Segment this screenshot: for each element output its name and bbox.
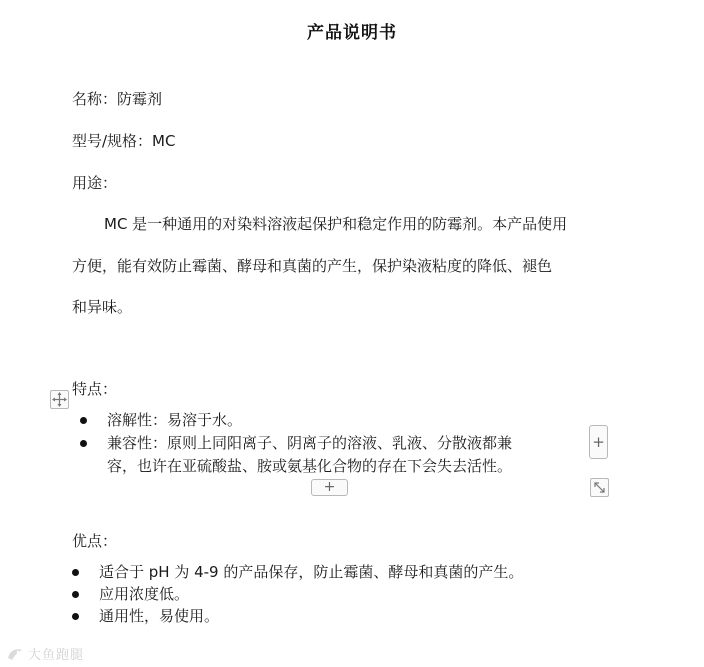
list-item bbox=[72, 561, 632, 583]
list-item bbox=[80, 409, 590, 432]
usage-paragraph-line-1: MC 是一种通用的对染料溶液起保护和稳定作用的防霉剂。本产品使用 bbox=[104, 215, 568, 233]
feature-text-continued: 容，也许在亚硫酸盐、胺或氨基化合物的存在下会失去活性。 bbox=[107, 457, 513, 475]
watermark-text: 大鱼跑腿 bbox=[28, 648, 85, 663]
feature-text: 溶解性：易溶于水。 bbox=[107, 411, 243, 429]
watermark-logo-icon bbox=[6, 646, 24, 662]
features-label: 特点： bbox=[72, 380, 118, 398]
bullet-icon bbox=[72, 569, 79, 576]
advantage-text: 适合于 pH 为 4-9 的产品保存，防止霉菌、酵母和真菌的产生。 bbox=[99, 563, 524, 581]
table-move-handle[interactable] bbox=[50, 390, 69, 409]
document-title: 产品说明书 bbox=[307, 23, 397, 43]
usage-label: 用途： bbox=[72, 174, 118, 192]
list-item bbox=[72, 583, 632, 605]
name-line: 名称：防霉剂 bbox=[72, 90, 163, 108]
resize-icon bbox=[591, 479, 608, 496]
advantage-text: 通用性，易使用。 bbox=[99, 607, 220, 625]
model-line: 型号/规格：MC bbox=[72, 132, 176, 150]
usage-paragraph-line-2: 方便，能有效防止霉菌、酵母和真菌的产生，保护染液粘度的降低、褪色 bbox=[72, 257, 553, 275]
advantage-text: 应用浓度低。 bbox=[99, 585, 190, 603]
list-item bbox=[72, 605, 632, 627]
bullet-icon bbox=[80, 440, 87, 447]
move-icon bbox=[51, 391, 68, 408]
list-item bbox=[80, 432, 590, 478]
add-row-button[interactable]: + bbox=[311, 479, 348, 496]
bullet-icon bbox=[80, 417, 87, 424]
advantages-list bbox=[72, 561, 632, 627]
watermark bbox=[6, 644, 84, 663]
bullet-icon bbox=[72, 613, 79, 620]
bullet-icon bbox=[72, 591, 79, 598]
feature-text: 兼容性：原则上同阳离子、阴离子的溶液、乳液、分散液都兼 bbox=[107, 434, 513, 452]
table-resize-handle[interactable] bbox=[590, 478, 609, 497]
advantages-label: 优点： bbox=[72, 532, 118, 550]
usage-paragraph-line-3: 和异味。 bbox=[72, 298, 133, 316]
add-column-button[interactable]: + bbox=[589, 425, 608, 459]
features-list bbox=[80, 409, 590, 478]
